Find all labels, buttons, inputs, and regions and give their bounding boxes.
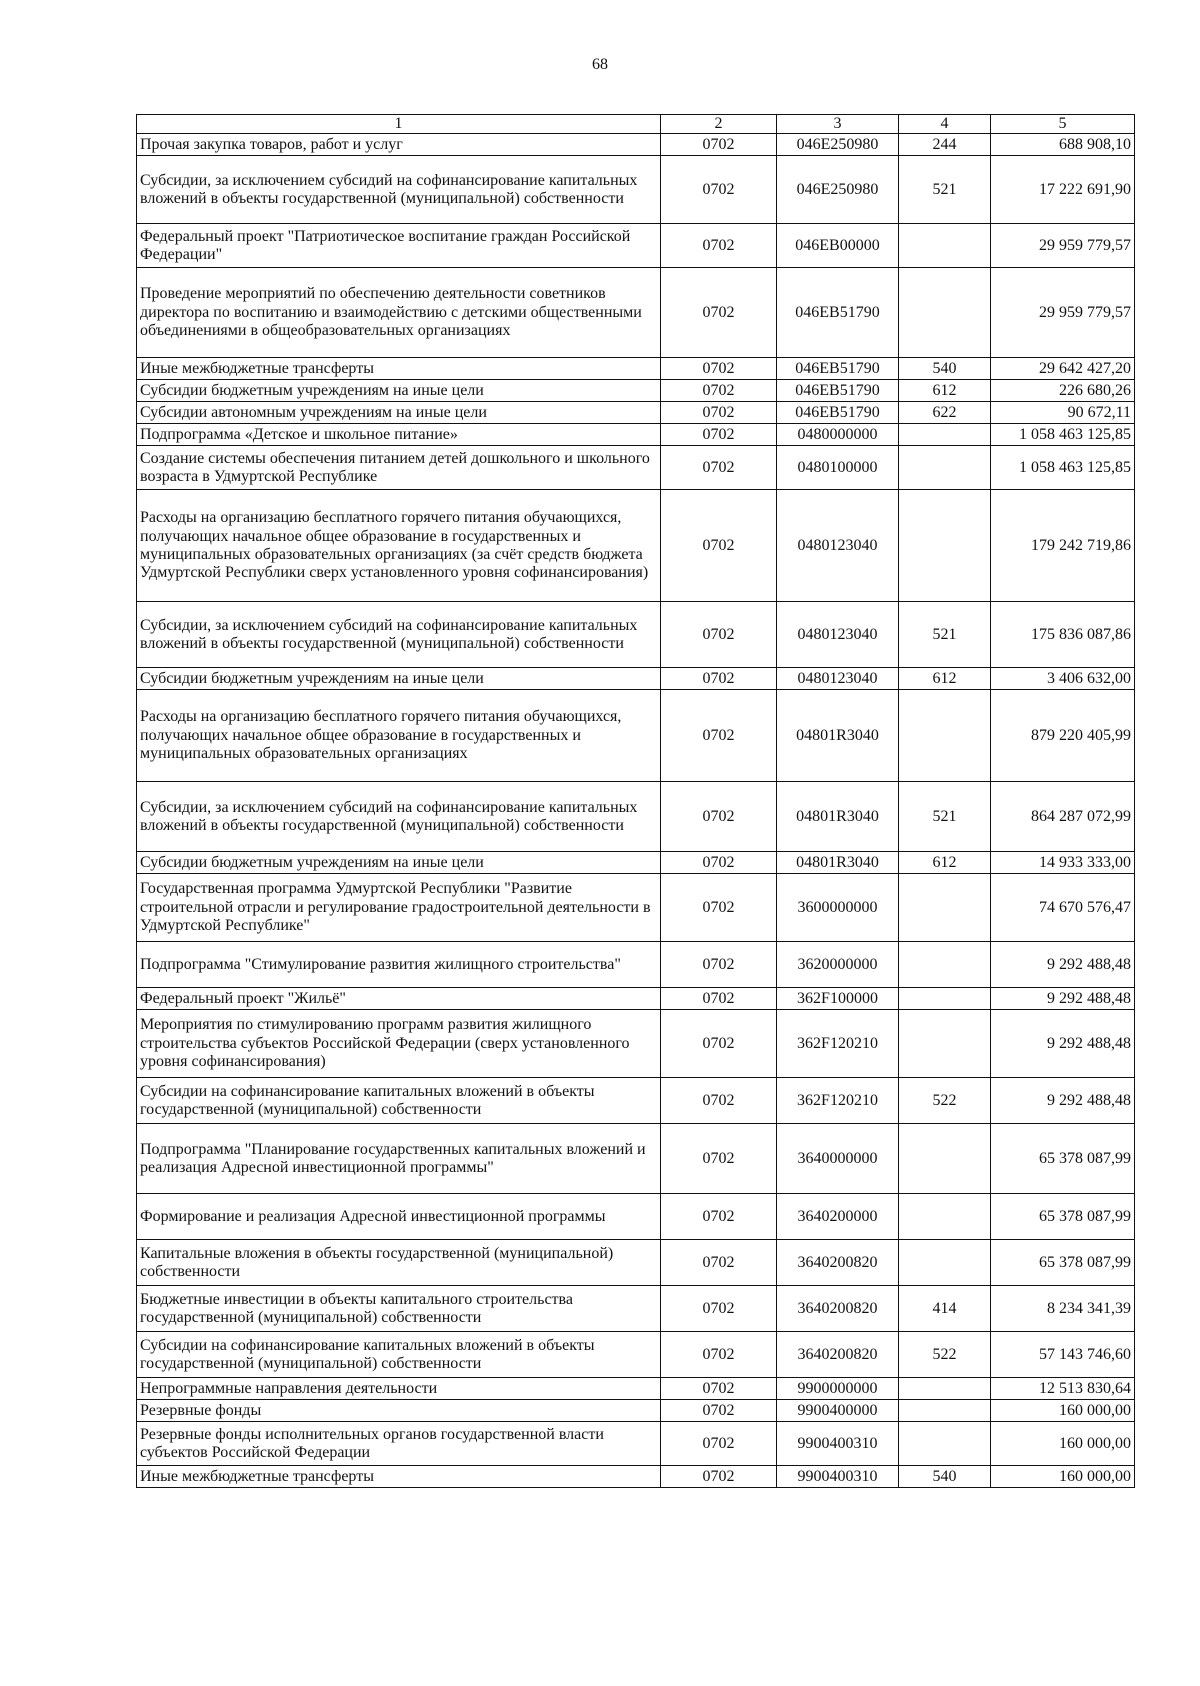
table-row xyxy=(137,942,1135,988)
row-section-code: 0702 xyxy=(661,988,777,1010)
row-expense-type xyxy=(899,446,991,490)
table-row xyxy=(137,490,1135,602)
table-row xyxy=(137,156,1135,224)
table-body xyxy=(137,115,1135,1488)
table-row xyxy=(137,690,1135,782)
table-row xyxy=(137,988,1135,1010)
row-section-code: 0702 xyxy=(661,1422,777,1466)
table-row xyxy=(137,1240,1135,1286)
row-expense-type xyxy=(899,988,991,1010)
row-section-code: 0702 xyxy=(661,156,777,224)
row-target-code: 9900400310 xyxy=(777,1466,899,1488)
table-row xyxy=(137,852,1135,874)
row-name: Резервные фонды xyxy=(137,1400,661,1422)
row-target-code: 046EB51790 xyxy=(777,358,899,380)
row-amount: 65 378 087,99 xyxy=(991,1194,1135,1240)
row-name: Субсидии бюджетным учреждениям на иные цели xyxy=(137,668,661,690)
table-row xyxy=(137,1466,1135,1488)
row-name: Субсидии на софинансирование капитальных вложений в объекты государственной (муниципальной) собственности xyxy=(137,1078,661,1124)
row-amount: 160 000,00 xyxy=(991,1466,1135,1488)
row-amount: 90 672,11 xyxy=(991,402,1135,424)
column-header-section: 2 xyxy=(661,115,777,134)
row-amount: 29 959 779,57 xyxy=(991,268,1135,358)
row-target-code: 362F120210 xyxy=(777,1078,899,1124)
row-expense-type: 540 xyxy=(899,1466,991,1488)
column-header-name: 1 xyxy=(137,115,661,134)
row-section-code: 0702 xyxy=(661,1240,777,1286)
row-target-code: 362F120210 xyxy=(777,1010,899,1078)
table-row xyxy=(137,1422,1135,1466)
row-name: Федеральный проект "Патриотическое воспитание граждан Российской Федерации" xyxy=(137,224,661,268)
table-row xyxy=(137,1378,1135,1400)
row-name: Субсидии бюджетным учреждениям на иные цели xyxy=(137,380,661,402)
row-expense-type: 522 xyxy=(899,1078,991,1124)
row-expense-type: 521 xyxy=(899,602,991,668)
row-target-code: 3640200820 xyxy=(777,1240,899,1286)
table-row xyxy=(137,224,1135,268)
table-row xyxy=(137,602,1135,668)
table-row xyxy=(137,446,1135,490)
row-section-code: 0702 xyxy=(661,1332,777,1378)
column-header-amount: 5 xyxy=(991,115,1135,134)
table-row xyxy=(137,782,1135,852)
table-row xyxy=(137,1400,1135,1422)
column-header-type: 4 xyxy=(899,115,991,134)
row-amount: 29 959 779,57 xyxy=(991,224,1135,268)
row-target-code: 046EB51790 xyxy=(777,402,899,424)
table-row xyxy=(137,1124,1135,1194)
row-amount: 9 292 488,48 xyxy=(991,1010,1135,1078)
row-target-code: 3620000000 xyxy=(777,942,899,988)
table-row xyxy=(137,358,1135,380)
row-name: Субсидии, за исключением субсидий на софинансирование капитальных вложений в объекты государственной (муниципальной) собственности xyxy=(137,602,661,668)
row-name: Субсидии, за исключением субсидий на софинансирование капитальных вложений в объекты государственной (муниципальной) собственности xyxy=(137,156,661,224)
row-section-code: 0702 xyxy=(661,424,777,446)
row-expense-type xyxy=(899,268,991,358)
row-expense-type: 540 xyxy=(899,358,991,380)
row-target-code: 9900000000 xyxy=(777,1378,899,1400)
row-amount: 29 642 427,20 xyxy=(991,358,1135,380)
row-amount: 12 513 830,64 xyxy=(991,1378,1135,1400)
row-section-code: 0702 xyxy=(661,1466,777,1488)
row-amount: 160 000,00 xyxy=(991,1400,1135,1422)
row-target-code: 046E250980 xyxy=(777,156,899,224)
row-target-code: 04801R3040 xyxy=(777,852,899,874)
row-name: Субсидии, за исключением субсидий на софинансирование капитальных вложений в объекты государственной (муниципальной) собственности xyxy=(137,782,661,852)
row-target-code: 0480000000 xyxy=(777,424,899,446)
table-row xyxy=(137,1332,1135,1378)
row-target-code: 0480100000 xyxy=(777,446,899,490)
row-expense-type xyxy=(899,1422,991,1466)
row-section-code: 0702 xyxy=(661,134,777,156)
table-row xyxy=(137,668,1135,690)
row-section-code: 0702 xyxy=(661,668,777,690)
row-section-code: 0702 xyxy=(661,1124,777,1194)
row-expense-type: 521 xyxy=(899,156,991,224)
row-expense-type: 414 xyxy=(899,1286,991,1332)
row-expense-type xyxy=(899,1124,991,1194)
row-target-code: 3600000000 xyxy=(777,874,899,942)
row-amount: 9 292 488,48 xyxy=(991,988,1135,1010)
row-section-code: 0702 xyxy=(661,1078,777,1124)
row-amount: 1 058 463 125,85 xyxy=(991,424,1135,446)
row-expense-type: 521 xyxy=(899,782,991,852)
row-target-code: 04801R3040 xyxy=(777,690,899,782)
row-amount: 688 908,10 xyxy=(991,134,1135,156)
row-section-code: 0702 xyxy=(661,1194,777,1240)
row-amount: 9 292 488,48 xyxy=(991,1078,1135,1124)
row-amount: 17 222 691,90 xyxy=(991,156,1135,224)
budget-table xyxy=(136,114,1135,1488)
row-amount: 8 234 341,39 xyxy=(991,1286,1135,1332)
row-expense-type xyxy=(899,1194,991,1240)
row-section-code: 0702 xyxy=(661,874,777,942)
row-name: Государственная программа Удмуртской Республики "Развитие строительной отрасли и регулирование градостроительной деятельности в Удмуртской Республике" xyxy=(137,874,661,942)
row-name: Создание системы обеспечения питанием детей дошкольного и школьного возраста в Удмуртской Республике xyxy=(137,446,661,490)
row-name: Иные межбюджетные трансферты xyxy=(137,1466,661,1488)
row-amount: 3 406 632,00 xyxy=(991,668,1135,690)
row-name: Субсидии на софинансирование капитальных вложений в объекты государственной (муниципальной) собственности xyxy=(137,1332,661,1378)
table-row xyxy=(137,1286,1135,1332)
row-expense-type: 612 xyxy=(899,668,991,690)
row-target-code: 362F100000 xyxy=(777,988,899,1010)
table-row xyxy=(137,424,1135,446)
table-row xyxy=(137,1194,1135,1240)
row-expense-type xyxy=(899,490,991,602)
row-amount: 65 378 087,99 xyxy=(991,1124,1135,1194)
row-expense-type xyxy=(899,874,991,942)
row-amount: 57 143 746,60 xyxy=(991,1332,1135,1378)
row-section-code: 0702 xyxy=(661,1286,777,1332)
row-section-code: 0702 xyxy=(661,268,777,358)
row-target-code: 3640200000 xyxy=(777,1194,899,1240)
row-section-code: 0702 xyxy=(661,782,777,852)
row-amount: 160 000,00 xyxy=(991,1422,1135,1466)
row-section-code: 0702 xyxy=(661,224,777,268)
row-target-code: 0480123040 xyxy=(777,602,899,668)
row-section-code: 0702 xyxy=(661,446,777,490)
row-expense-type: 522 xyxy=(899,1332,991,1378)
row-name: Мероприятия по стимулированию программ развития жилищного строительства субъектов Российской Федерации (сверх установленного уровня софинансирования) xyxy=(137,1010,661,1078)
table-row xyxy=(137,1078,1135,1124)
row-expense-type xyxy=(899,1010,991,1078)
row-target-code: 9900400000 xyxy=(777,1400,899,1422)
row-amount: 9 292 488,48 xyxy=(991,942,1135,988)
row-name: Подпрограмма "Планирование государственных капитальных вложений и реализация Адресной инвестиционной программы" xyxy=(137,1124,661,1194)
row-section-code: 0702 xyxy=(661,852,777,874)
row-name: Субсидии бюджетным учреждениям на иные цели xyxy=(137,852,661,874)
row-name: Расходы на организацию бесплатного горячего питания обучающихся, получающих начальное общее образование в государственных и муниципальных образовательных организациях xyxy=(137,690,661,782)
row-target-code: 04801R3040 xyxy=(777,782,899,852)
table-row xyxy=(137,268,1135,358)
row-section-code: 0702 xyxy=(661,942,777,988)
row-section-code: 0702 xyxy=(661,602,777,668)
row-amount: 179 242 719,86 xyxy=(991,490,1135,602)
row-target-code: 3640000000 xyxy=(777,1124,899,1194)
row-amount: 175 836 087,86 xyxy=(991,602,1135,668)
row-section-code: 0702 xyxy=(661,490,777,602)
row-expense-type xyxy=(899,424,991,446)
row-amount: 879 220 405,99 xyxy=(991,690,1135,782)
table-row xyxy=(137,1010,1135,1078)
row-name: Непрограммные направления деятельности xyxy=(137,1378,661,1400)
row-target-code: 046EB51790 xyxy=(777,268,899,358)
row-name: Проведение мероприятий по обеспечению деятельности советников директора по воспитанию и взаимодействию с детскими общественными объединениями в общеобразовательных организациях xyxy=(137,268,661,358)
row-target-code: 046EB00000 xyxy=(777,224,899,268)
row-expense-type: 612 xyxy=(899,380,991,402)
row-name: Расходы на организацию бесплатного горячего питания обучающихся, получающих начальное общее образование в государственных и муниципальных образовательных организациях (за счёт средств бюджета Удмуртской Республики сверх установленного уровня софинансирования) xyxy=(137,490,661,602)
row-target-code: 0480123040 xyxy=(777,490,899,602)
row-amount: 1 058 463 125,85 xyxy=(991,446,1135,490)
row-expense-type: 244 xyxy=(899,134,991,156)
row-section-code: 0702 xyxy=(661,1378,777,1400)
row-expense-type xyxy=(899,690,991,782)
table-row xyxy=(137,874,1135,942)
row-expense-type xyxy=(899,1240,991,1286)
row-section-code: 0702 xyxy=(661,1010,777,1078)
row-expense-type xyxy=(899,224,991,268)
row-target-code: 0480123040 xyxy=(777,668,899,690)
row-expense-type xyxy=(899,1400,991,1422)
row-name: Иные межбюджетные трансферты xyxy=(137,358,661,380)
table-row xyxy=(137,380,1135,402)
row-expense-type xyxy=(899,1378,991,1400)
table-row xyxy=(137,402,1135,424)
row-name: Бюджетные инвестиции в объекты капитального строительства государственной (муниципальной) собственности xyxy=(137,1286,661,1332)
column-header-target: 3 xyxy=(777,115,899,134)
row-amount: 14 933 333,00 xyxy=(991,852,1135,874)
row-section-code: 0702 xyxy=(661,358,777,380)
row-section-code: 0702 xyxy=(661,1400,777,1422)
row-section-code: 0702 xyxy=(661,690,777,782)
row-name: Прочая закупка товаров, работ и услуг xyxy=(137,134,661,156)
row-target-code: 3640200820 xyxy=(777,1332,899,1378)
row-name: Формирование и реализация Адресной инвестиционной программы xyxy=(137,1194,661,1240)
row-name: Федеральный проект "Жильё" xyxy=(137,988,661,1010)
row-amount: 226 680,26 xyxy=(991,380,1135,402)
row-amount: 74 670 576,47 xyxy=(991,874,1135,942)
row-name: Субсидии автономным учреждениям на иные цели xyxy=(137,402,661,424)
row-expense-type: 612 xyxy=(899,852,991,874)
table-header-row xyxy=(137,115,1135,134)
row-name: Подпрограмма "Стимулирование развития жилищного строительства" xyxy=(137,942,661,988)
row-section-code: 0702 xyxy=(661,380,777,402)
row-target-code: 9900400310 xyxy=(777,1422,899,1466)
row-name: Подпрограмма «Детское и школьное питание» xyxy=(137,424,661,446)
table-row xyxy=(137,134,1135,156)
row-expense-type xyxy=(899,942,991,988)
row-name: Капитальные вложения в объекты государственной (муниципальной) собственности xyxy=(137,1240,661,1286)
row-name: Резервные фонды исполнительных органов государственной власти субъектов Российской Федерации xyxy=(137,1422,661,1466)
row-target-code: 3640200820 xyxy=(777,1286,899,1332)
row-amount: 65 378 087,99 xyxy=(991,1240,1135,1286)
row-section-code: 0702 xyxy=(661,402,777,424)
row-expense-type: 622 xyxy=(899,402,991,424)
row-target-code: 046E250980 xyxy=(777,134,899,156)
row-amount: 864 287 072,99 xyxy=(991,782,1135,852)
row-target-code: 046EB51790 xyxy=(777,380,899,402)
page-number: 68 xyxy=(592,56,608,73)
